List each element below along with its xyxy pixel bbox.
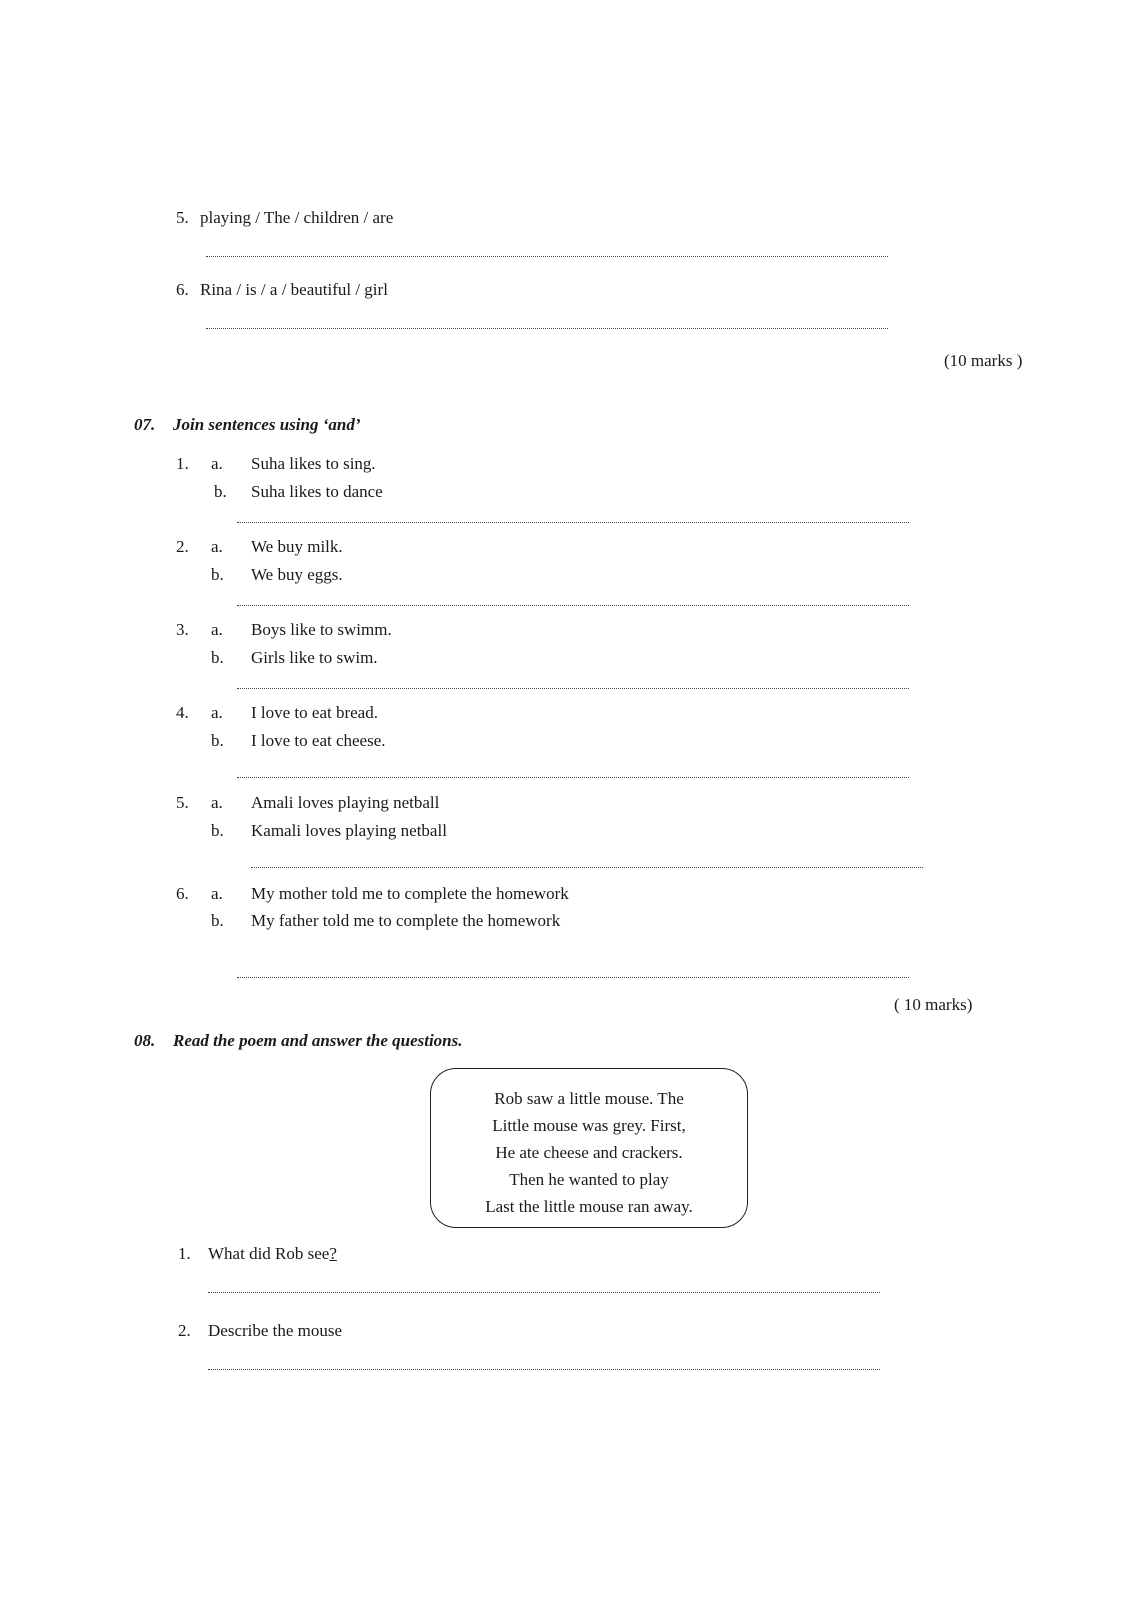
option-label: b. <box>211 821 224 840</box>
item-text: Rina / is / a / beautiful / girl <box>200 280 388 299</box>
sentence-a: Boys like to swimm. <box>251 620 392 639</box>
sentence-a: Amali loves playing netball <box>251 793 440 812</box>
section-title: Join sentences using ‘and’ <box>173 415 361 434</box>
answer-line[interactable] <box>251 867 923 868</box>
sentence-b: I love to eat cheese. <box>251 731 386 750</box>
answer-line[interactable] <box>237 777 909 778</box>
item-number: 5. <box>176 208 189 227</box>
answer-line[interactable] <box>237 522 909 523</box>
answer-line[interactable] <box>237 688 909 689</box>
item-number: 6. <box>176 280 189 299</box>
answer-line[interactable] <box>208 1292 880 1293</box>
sentence-a: We buy milk. <box>251 537 343 556</box>
sentence-b: Suha likes to dance <box>251 482 383 501</box>
option-label: b. <box>211 911 224 930</box>
question-text: What did Rob see? <box>208 1244 337 1263</box>
marks-label: ( 10 marks) <box>894 995 973 1014</box>
answer-line[interactable] <box>206 256 888 257</box>
sentence-b: We buy eggs. <box>251 565 343 584</box>
item-number: 4. <box>176 703 189 722</box>
sentence-a: My mother told me to complete the homework <box>251 884 569 903</box>
item-number: 5. <box>176 793 189 812</box>
item-text: playing / The / children / are <box>200 208 394 227</box>
sentence-a: I love to eat bread. <box>251 703 378 722</box>
option-label: a. <box>211 703 223 722</box>
option-label: a. <box>211 537 223 556</box>
option-label: a. <box>211 620 223 639</box>
poem-line: Little mouse was grey. First, <box>492 1116 686 1135</box>
section-number: 08. <box>134 1031 156 1050</box>
sentence-a: Suha likes to sing. <box>251 454 376 473</box>
question-text: Describe the mouse <box>208 1321 343 1340</box>
option-label: b. <box>211 565 224 584</box>
option-label: b. <box>211 731 224 750</box>
option-label: b. <box>211 648 224 667</box>
sentence-b: Kamali loves playing netball <box>251 821 447 840</box>
poem-box <box>430 1068 748 1228</box>
answer-line[interactable] <box>206 328 888 329</box>
sentence-b: Girls like to swim. <box>251 648 378 667</box>
item-number: 6. <box>176 884 189 903</box>
section-number: 07. <box>134 415 156 434</box>
poem-line: Rob saw a little mouse. The <box>494 1089 684 1108</box>
answer-line[interactable] <box>237 605 909 606</box>
answer-line[interactable] <box>237 977 909 978</box>
question-mark: ? <box>329 1244 337 1263</box>
question-number: 1. <box>178 1244 191 1263</box>
question-number: 2. <box>178 1321 191 1340</box>
option-label: a. <box>211 454 223 473</box>
sentence-b: My father told me to complete the homework <box>251 911 561 930</box>
option-label: a. <box>211 793 223 812</box>
option-label: b. <box>214 482 227 501</box>
marks-label: (10 marks ) <box>944 351 1023 370</box>
item-number: 1. <box>176 454 189 473</box>
item-number: 2. <box>176 537 189 556</box>
poem-line: Last the little mouse ran away. <box>485 1197 693 1216</box>
poem-line: He ate cheese and crackers. <box>495 1143 683 1162</box>
item-number: 3. <box>176 620 189 639</box>
poem-line: Then he wanted to play <box>509 1170 669 1189</box>
answer-line[interactable] <box>208 1369 880 1370</box>
section-title: Read the poem and answer the questions. <box>173 1031 463 1050</box>
option-label: a. <box>211 884 223 903</box>
